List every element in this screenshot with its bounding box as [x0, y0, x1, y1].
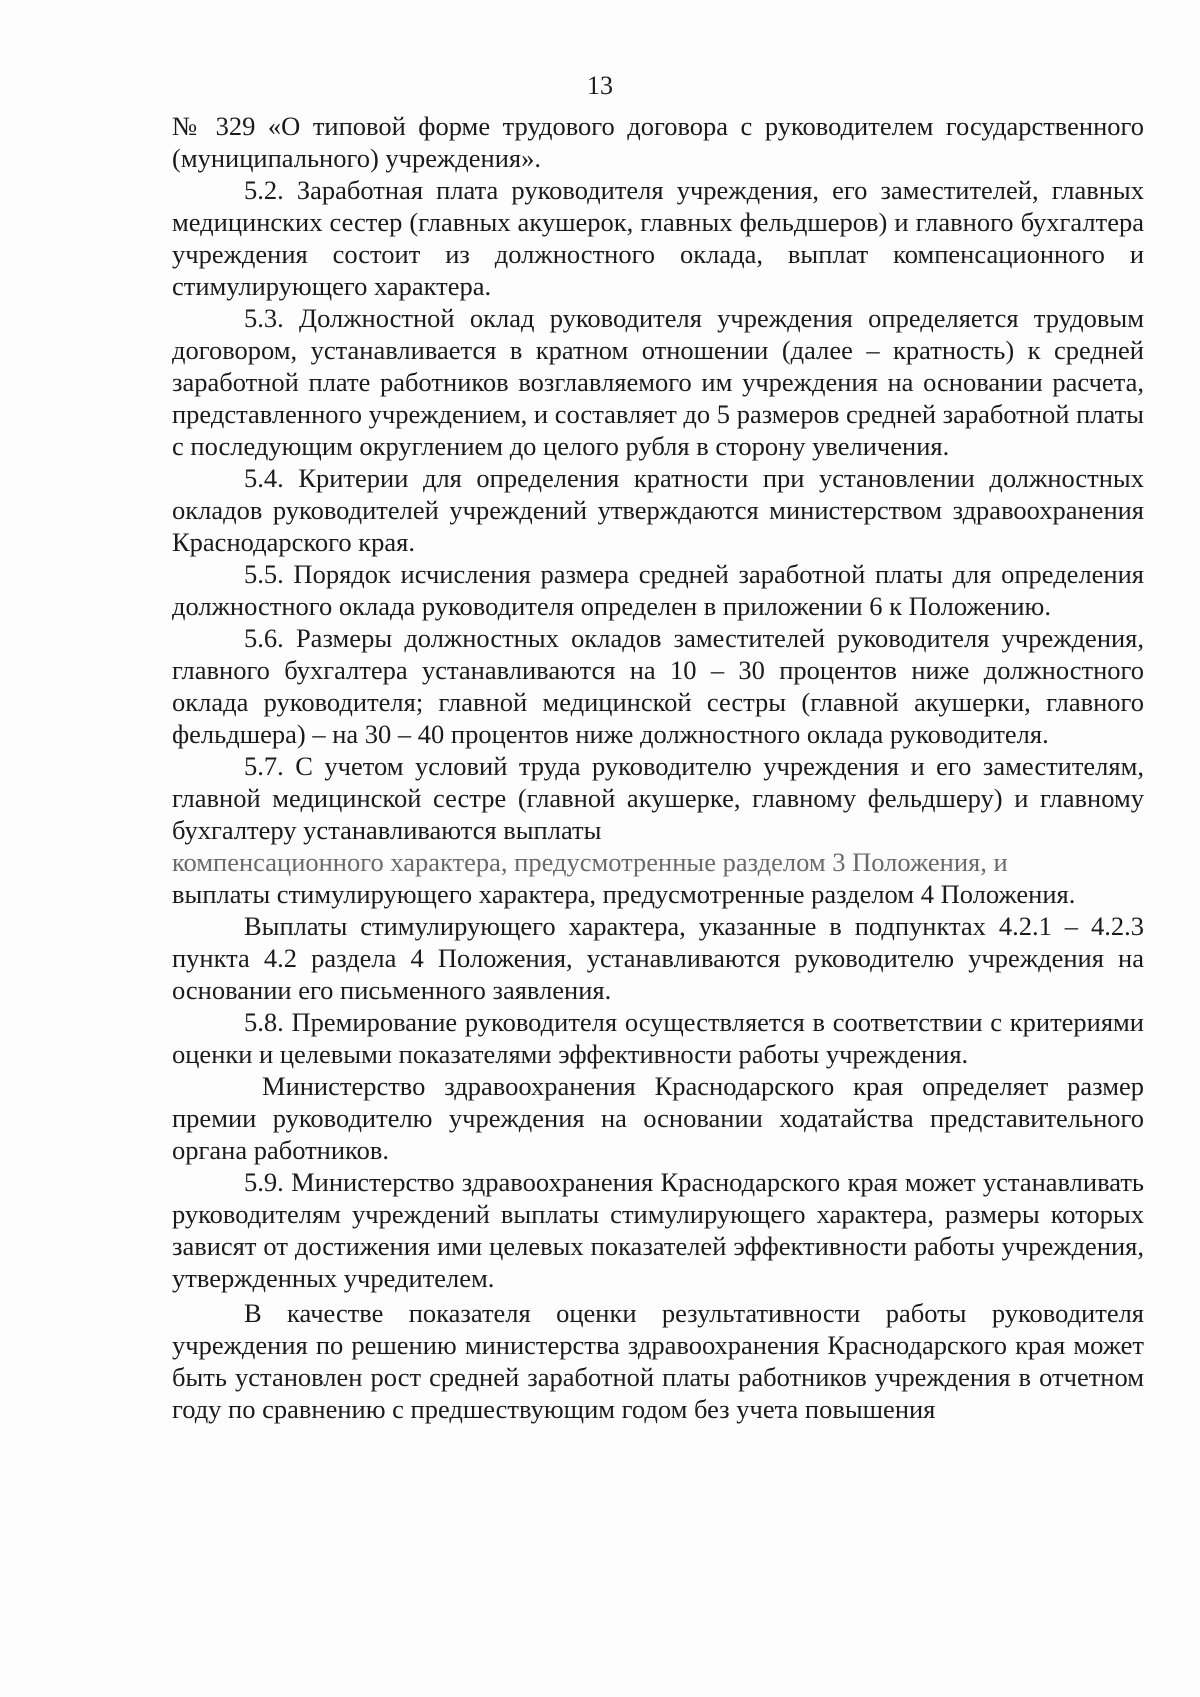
document-body	[172, 110, 1144, 1425]
paragraph-stimulating-payments: Выплаты стимулирующего характера, указанные в подпунктах 4.2.1 – 4.2.3 пункта 4.2 раздела 4 Положения, устанавливаются руководителю учреждения на основании его письменного заявления.	[172, 911, 1144, 1005]
paragraph-5-5: 5.5. Порядок исчисления размера средней заработной платы для определения должностного оклада руководителя определен в приложении 6 к Положению.	[172, 559, 1144, 621]
paragraph-5-8: 5.8. Премирование руководителя осуществляется в соответствии с критериями оценки и целевыми показателями эффективности работы учреждения.	[172, 1007, 1144, 1069]
paragraph-5-4: 5.4. Критерии для определения кратности при установлении должностных окладов руководителей учреждений утверждаются министерством здравоохранения Краснодарского края.	[172, 463, 1144, 557]
paragraph-5-2: 5.2. Заработная плата руководителя учреждения, его заместителей, главных медицинских сестер (главных акушерок, главных фельдшеров) и главного бухгалтера учреждения состоит из должностного оклада, выплат компенсационного и стимулирующего характера.	[172, 175, 1144, 301]
paragraph-5-6: 5.6. Размеры должностных окладов заместителей руководителя учреждения, главного бухгалтера устанавливаются на 10 – 30 процентов ниже должностного оклада руководителя; главной медицинской сестры (главной акушерки, главного фельдшера) – на 30 – 40 процентов ниже должностного оклада руководителя.	[172, 623, 1144, 749]
page-number: 13	[587, 71, 613, 100]
paragraph-5-7-end: выплаты стимулирующего характера, предусмотренные разделом 4 Положения.	[172, 879, 1076, 909]
paragraph-continuation: № 329 «О типовой форме трудового договора с руководителем государственного (муниципального) учреждения».	[172, 111, 1144, 173]
paragraph-5-9: 5.9. Министерство здравоохранения Краснодарского края может устанавливать руководителям учреждений выплаты стимулирующего характера, размеры которых зависят от достижения ими целевых показателей эффективности работы учреждения, утвержденных учредителем.	[172, 1167, 1144, 1293]
paragraph-5-7-faint-line: компенсационного характера, предусмотренные разделом 3 Положения, и	[172, 847, 1008, 877]
paragraph-performance-indicator: В качестве показателя оценки результативности работы руководителя учреждения по решению министерства здравоохранения Краснодарского края может быть установлен рост средней заработной платы работников учреждения в отчетном году по сравнению с предшествующим годом без учета повышения	[172, 1298, 1144, 1424]
paragraph-5-7: 5.7. С учетом условий труда руководителю учреждения и его заместителям, главной медицинской сестре (главной акушерке, главному фельдшеру) и главному бухгалтеру устанавливаются выплаты	[172, 751, 1144, 845]
paragraph-ministry-bonus: Министерство здравоохранения Краснодарского края определяет размер премии руководителю учреждения на основании ходатайства представительного органа работников.	[172, 1071, 1144, 1165]
paragraph-5-3: 5.3. Должностной оклад руководителя учреждения определяется трудовым договором, устанавливается в кратном отношении (далее – кратность) к средней заработной плате работников возглавляемого им учреждения на основании расчета, представленного учреждением, и составляет до 5 размеров средней заработной платы с последующим округлением до целого рубля в сторону увеличения.	[172, 303, 1144, 461]
